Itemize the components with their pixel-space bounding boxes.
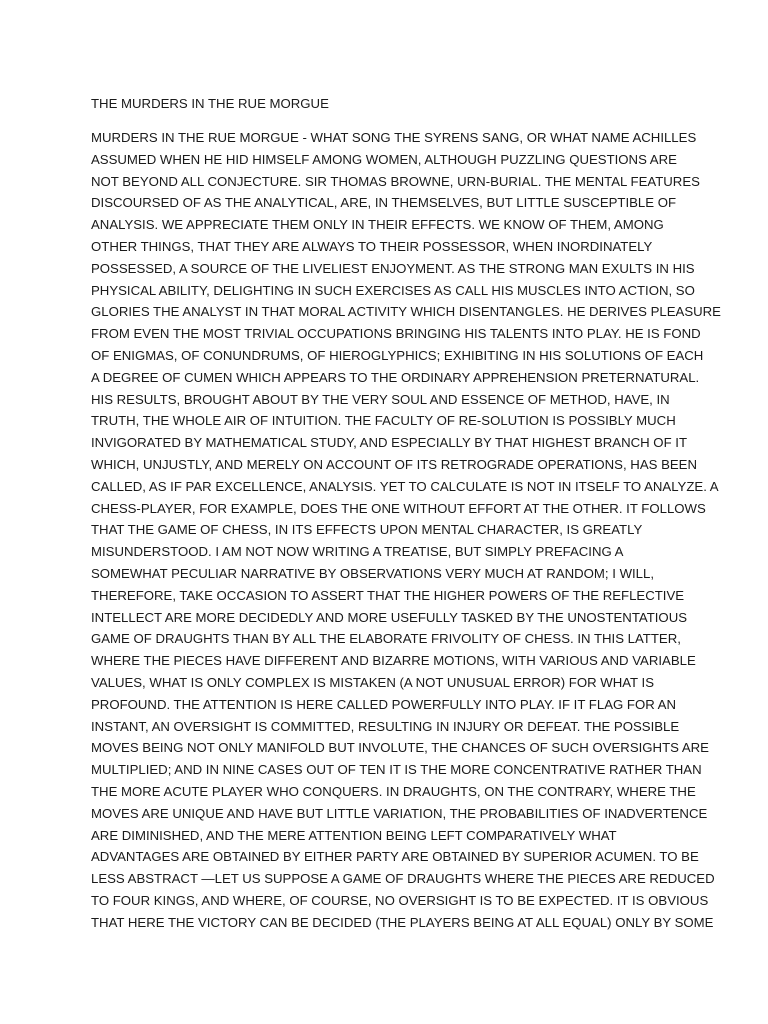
text-line: MOVES ARE UNIQUE AND HAVE BUT LITTLE VARIATION, THE PROBABILITIES OF INADVERTENCE [91, 805, 708, 821]
text-line: FROM EVEN THE MOST TRIVIAL OCCUPATIONS BRINGING HIS TALENTS INTO PLAY. HE IS FOND [91, 326, 701, 342]
text-line: INTELLECT ARE MORE DECIDEDLY AND MORE USEFULLY TASKED BY THE UNOSTENTATIOUS [91, 609, 688, 625]
text-line: WHICH, UNJUSTLY, AND MERELY ON ACCOUNT OF ITS RETROGRADE OPERATIONS, HAS BEEN [91, 456, 697, 472]
text-line: OTHER THINGS, THAT THEY ARE ALWAYS TO THEIR POSSESSOR, WHEN INORDINATELY [91, 238, 653, 254]
text-line: MULTIPLIED; AND IN NINE CASES OUT OF TEN IT IS THE MORE CONCENTRATIVE RATHER THAN [91, 762, 702, 778]
text-line: SOMEWHAT PECULIAR NARRATIVE BY OBSERVATIONS VERY MUCH AT RANDOM; I WILL, [91, 565, 655, 581]
text-line: VALUES, WHAT IS ONLY COMPLEX IS MISTAKEN (A NOT UNUSUAL ERROR) FOR WHAT IS [91, 674, 654, 690]
text-line: NOT BEYOND ALL CONJECTURE. SIR THOMAS BROWNE, URN-BURIAL. THE MENTAL FEATURES [91, 173, 700, 189]
text-line: THE MORE ACUTE PLAYER WHO CONQUERS. IN DRAUGHTS, ON THE CONTRARY, WHERE THE [91, 783, 696, 799]
text-line: ASSUMED WHEN HE HID HIMSELF AMONG WOMEN, ALTHOUGH PUZZLING QUESTIONS ARE [91, 151, 677, 167]
text-line: DISCOURSED OF AS THE ANALYTICAL, ARE, IN THEMSELVES, BUT LITTLE SUSCEPTIBLE OF [91, 195, 677, 211]
text-line: TO FOUR KINGS, AND WHERE, OF COURSE, NO OVERSIGHT IS TO BE EXPECTED. IT IS OBVIOUS [91, 892, 709, 908]
text-line: ANALYSIS. WE APPRECIATE THEM ONLY IN THEIR EFFECTS. WE KNOW OF THEM, AMONG [91, 217, 664, 233]
text-line: ADVANTAGES ARE OBTAINED BY EITHER PARTY ARE OBTAINED BY SUPERIOR ACUMEN. TO BE [91, 849, 699, 865]
text-line: PHYSICAL ABILITY, DELIGHTING IN SUCH EXERCISES AS CALL HIS MUSCLES INTO ACTION, SO [91, 282, 695, 298]
text-line: A DEGREE OF CUMEN WHICH APPEARS TO THE ORDINARY APPREHENSION PRETERNATURAL. [91, 369, 700, 385]
text-line: THEREFORE, TAKE OCCASION TO ASSERT THAT THE HIGHER POWERS OF THE REFLECTIVE [91, 587, 685, 603]
text-line: OF ENIGMAS, OF CONUNDRUMS, OF HIEROGLYPHICS; EXHIBITING IN HIS SOLUTIONS OF EACH [91, 347, 704, 363]
text-line: MISUNDERSTOOD. I AM NOT NOW WRITING A TREATISE, BUT SIMPLY PREFACING A [91, 544, 624, 560]
text-line: MOVES BEING NOT ONLY MANIFOLD BUT INVOLUTE, THE CHANCES OF SUCH OVERSIGHTS ARE [91, 740, 709, 756]
text-line: MURDERS IN THE RUE MORGUE - WHAT SONG THE SYRENS SANG, OR WHAT NAME ACHILLES [91, 130, 697, 145]
text-line: LESS ABSTRACT —LET US SUPPOSE A GAME OF DRAUGHTS WHERE THE PIECES ARE REDUCED [91, 871, 715, 887]
text-line: ARE DIMINISHED, AND THE MERE ATTENTION BEING LEFT COMPARATIVELY WHAT [91, 827, 617, 843]
text-line: CHESS-PLAYER, FOR EXAMPLE, DOES THE ONE WITHOUT EFFORT AT THE OTHER. IT FOLLOWS [91, 500, 706, 516]
text-line: POSSESSED, A SOURCE OF THE LIVELIEST ENJOYMENT. AS THE STRONG MAN EXULTS IN HIS [91, 260, 695, 276]
text-line: THAT THE GAME OF CHESS, IN ITS EFFECTS UPON MENTAL CHARACTER, IS GREATLY [91, 522, 643, 538]
text-line: HIS RESULTS, BROUGHT ABOUT BY THE VERY SOUL AND ESSENCE OF METHOD, HAVE, IN [91, 391, 670, 407]
text-line: GAME OF DRAUGHTS THAN BY ALL THE ELABORATE FRIVOLITY OF CHESS. IN THIS LATTER, [91, 631, 681, 647]
document-title: THE MURDERS IN THE RUE MORGUE [91, 96, 329, 111]
text-line: THAT HERE THE VICTORY CAN BE DECIDED (THE PLAYERS BEING AT ALL EQUAL) ONLY BY SOME [91, 914, 714, 930]
text-line: INVIGORATED BY MATHEMATICAL STUDY, AND ESPECIALLY BY THAT HIGHEST BRANCH OF IT [91, 435, 688, 451]
text-line: GLORIES THE ANALYST IN THAT MORAL ACTIVITY WHICH DISENTANGLES. HE DERIVES PLEASURE [91, 304, 721, 320]
body-text [91, 127, 721, 933]
text-line: INSTANT, AN OVERSIGHT IS COMMITTED, RESULTING IN INJURY OR DEFEAT. THE POSSIBLE [91, 718, 680, 734]
text-line: PROFOUND. THE ATTENTION IS HERE CALLED POWERFULLY INTO PLAY. IF IT FLAG FOR AN [91, 696, 677, 712]
text-line: TRUTH, THE WHOLE AIR OF INTUITION. THE FACULTY OF RE-SOLUTION IS POSSIBLY MUCH [91, 413, 676, 429]
text-line: WHERE THE PIECES HAVE DIFFERENT AND BIZARRE MOTIONS, WITH VARIOUS AND VARIABLE [91, 653, 696, 669]
text-line: CALLED, AS IF PAR EXCELLENCE, ANALYSIS. YET TO CALCULATE IS NOT IN ITSELF TO ANALYZE. A [91, 478, 719, 494]
